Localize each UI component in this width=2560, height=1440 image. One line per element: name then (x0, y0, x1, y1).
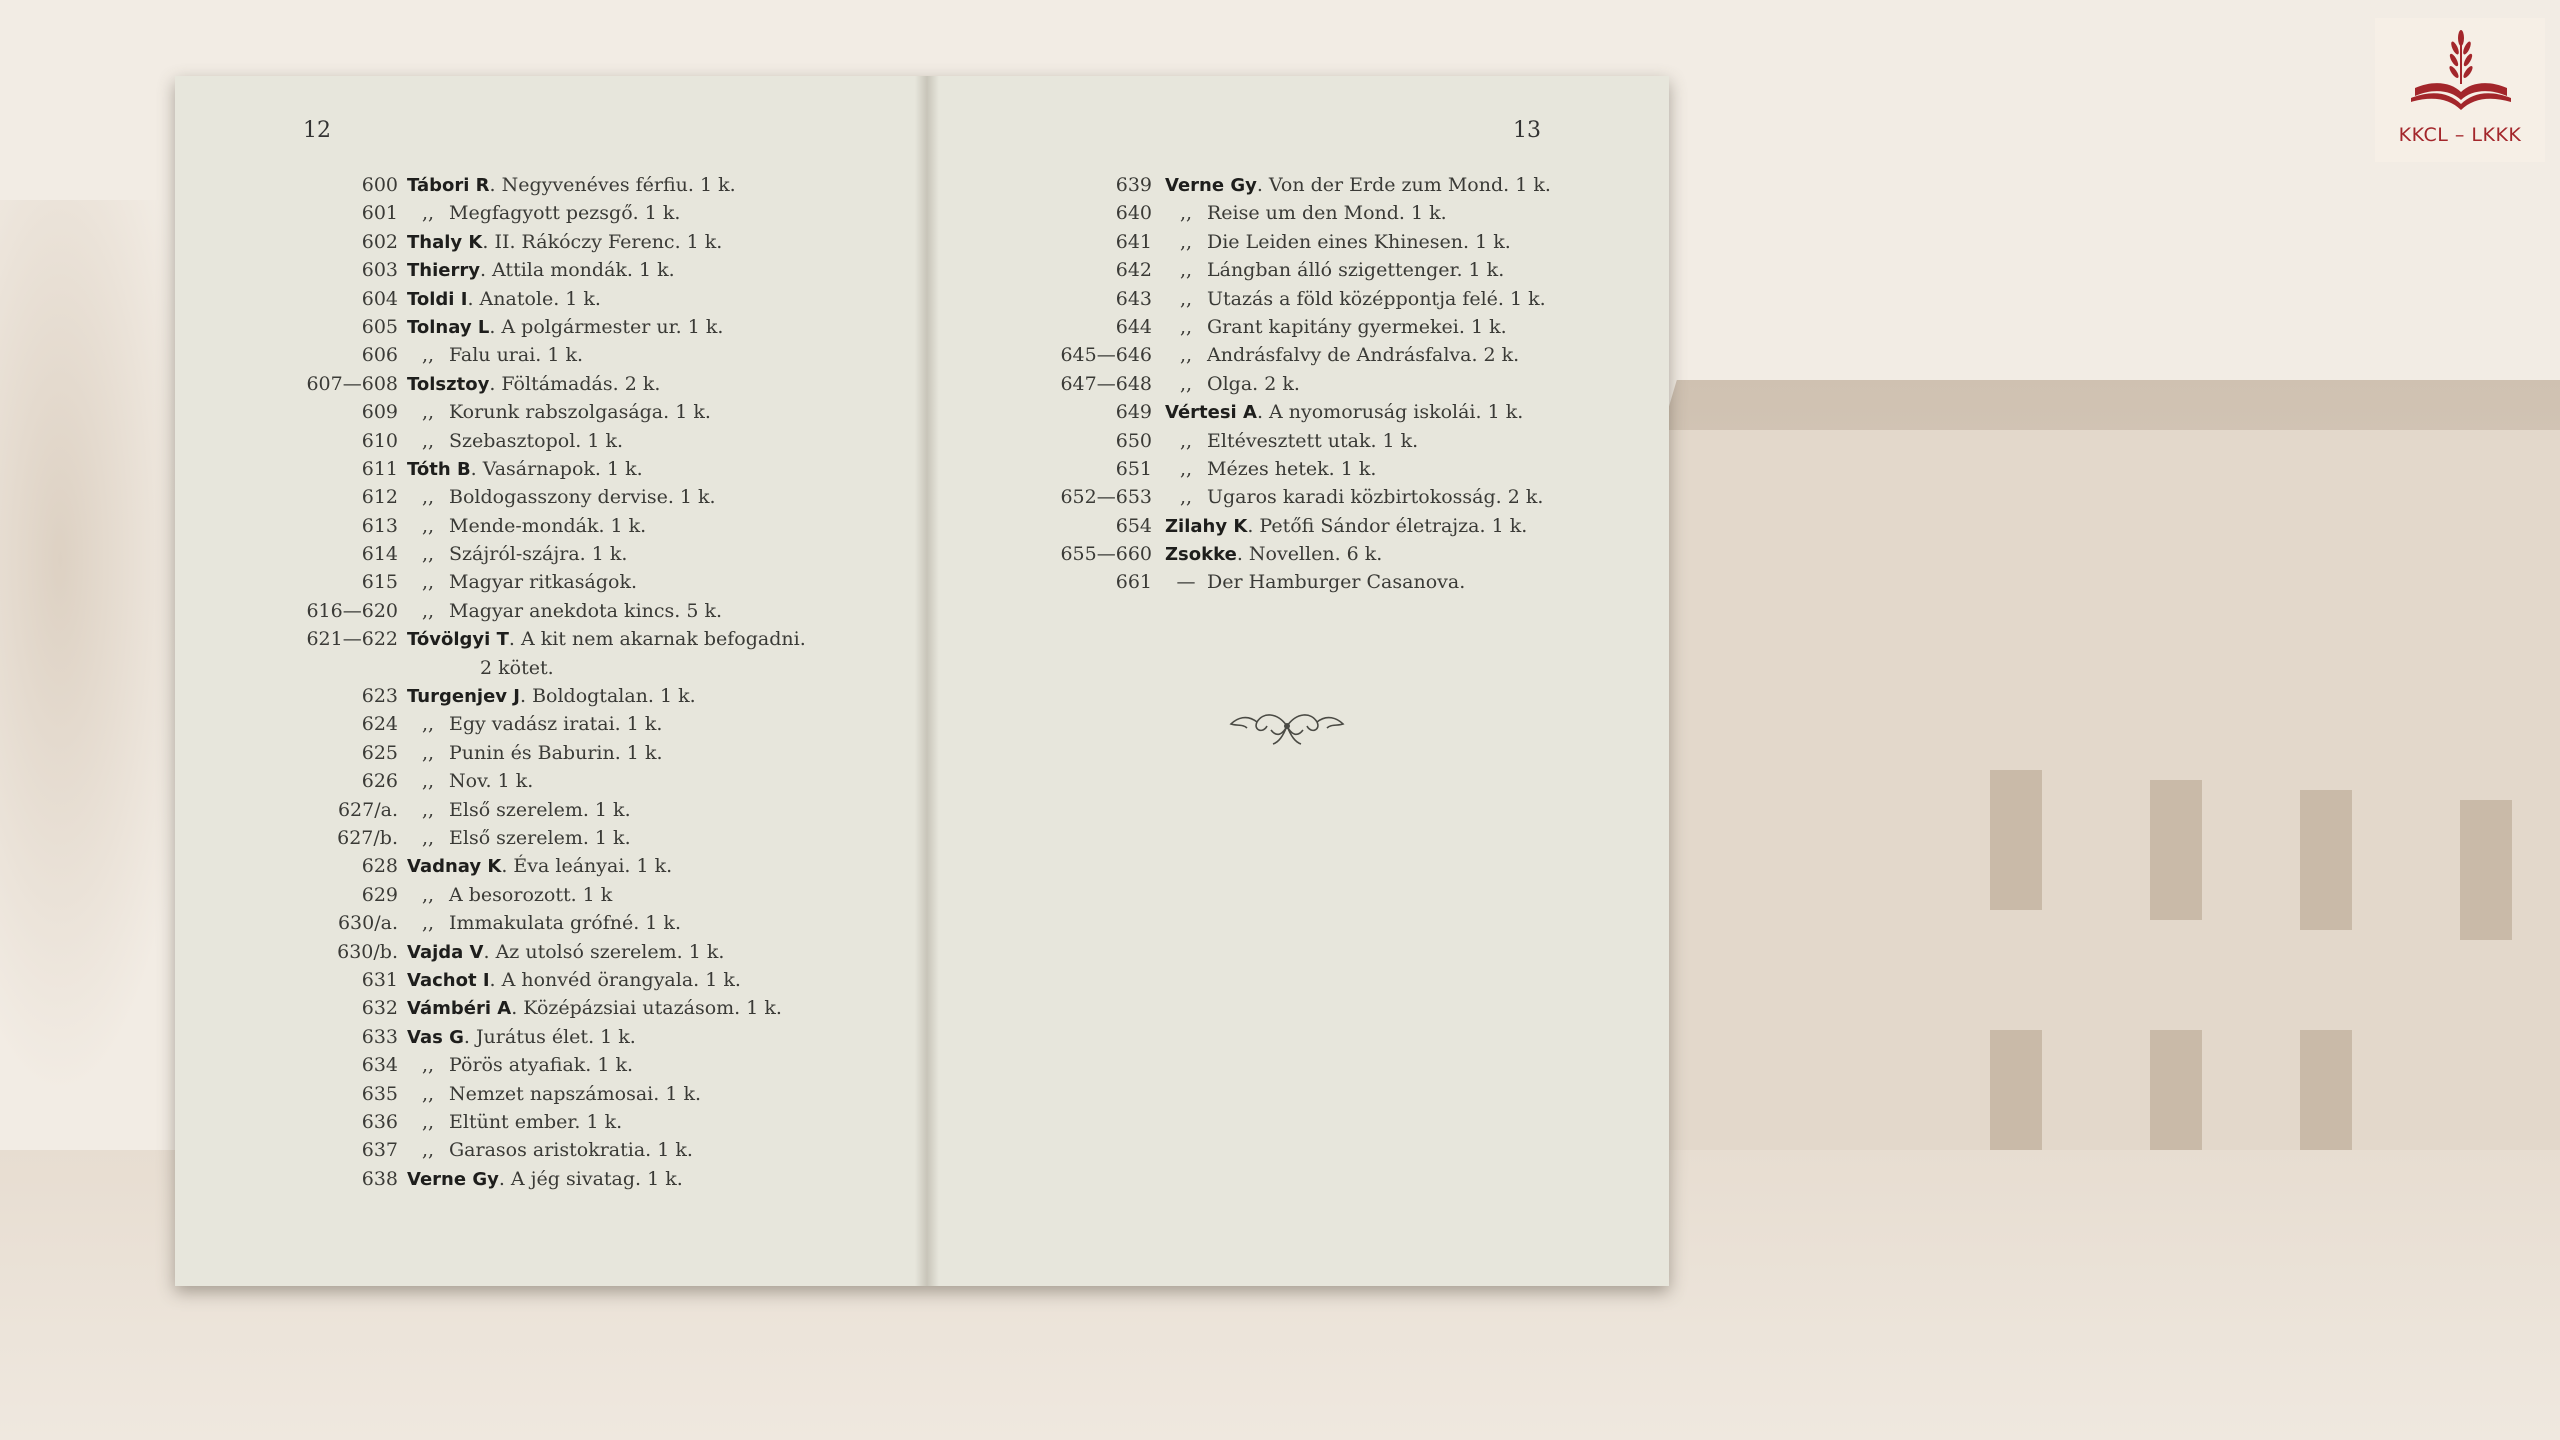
entry-number: 615 (361, 571, 398, 594)
entry-title: Der Hamburger Casanova. (1207, 571, 1466, 594)
entry-text (407, 316, 723, 338)
ditto-mark: ,, (1179, 202, 1193, 225)
entry-text (1165, 401, 1523, 423)
entry-number: 661 (1115, 571, 1152, 594)
entry-title: Immakulata grófné. 1 k. (449, 912, 681, 935)
ditto-mark: ,, (421, 202, 435, 225)
entry-number: 642 (1115, 259, 1152, 282)
entry-title: Ugaros karadi közbirtokosság. 2 k. (1207, 486, 1544, 509)
catalog-entry (175, 969, 927, 997)
catalog-entry (175, 742, 927, 770)
entry-title: Andrásfalvy de Andrásfalva. 2 k. (1207, 344, 1520, 367)
entry-number: 645—646 (1060, 344, 1152, 367)
entry-title: . Az utolsó szerelem. 1 k. (483, 940, 725, 963)
library-logo (2375, 18, 2545, 162)
entry-title: Eltünt ember. 1 k. (449, 1110, 623, 1133)
entry-number: 621—622 (306, 628, 398, 651)
catalog-entry (175, 1168, 927, 1196)
entry-title: Szebasztopol. 1 k. (449, 429, 624, 452)
catalog-entry (175, 231, 927, 259)
entry-title: . A kit nem akarnak befogadni. (508, 628, 806, 651)
entry-title: Nemzet napszámosai. 1 k. (449, 1082, 702, 1105)
entry-text (407, 685, 696, 707)
entry-number: 655—660 (1060, 543, 1152, 566)
ditto-mark: ,, (1179, 344, 1193, 367)
entry-title: Korunk rabszolgasága. 1 k. (449, 401, 711, 424)
entry-number: 609 (361, 401, 398, 424)
entry-number: 613 (361, 514, 398, 537)
catalog-entry (927, 458, 1669, 486)
entry-text (407, 912, 681, 934)
entry-number: 630/a. (337, 912, 398, 935)
entry-number: 629 (361, 883, 398, 906)
entry-text (407, 174, 736, 196)
entry-title: Garasos aristokratia. 1 k. (449, 1139, 693, 1162)
catalog-entry (927, 401, 1669, 429)
ditto-mark: ,, (421, 826, 435, 849)
catalog-entry (175, 430, 927, 458)
entry-number: 636 (361, 1110, 398, 1133)
entry-title: 2 kötet. (480, 656, 554, 679)
entry-author: Thaly K (407, 231, 483, 253)
entry-text (407, 231, 722, 253)
open-book (175, 76, 1669, 1286)
entry-text (1165, 515, 1527, 537)
logo-text: KKCL – LKKK (2398, 124, 2522, 146)
ditto-mark: ,, (421, 543, 435, 566)
catalog-entry (175, 713, 927, 741)
entry-number: 649 (1115, 401, 1152, 424)
entry-number: 626 (361, 770, 398, 793)
entry-author: Turgenjev J (407, 686, 520, 708)
entry-text (407, 770, 533, 792)
catalog-entry (175, 344, 927, 372)
entry-title: Die Leiden eines Khinesen. 1 k. (1207, 230, 1511, 253)
ditto-mark: ,, (421, 1139, 435, 1162)
entry-title: . A polgármester ur. 1 k. (489, 315, 724, 338)
entry-number: 637 (361, 1139, 398, 1162)
catalog-entry (175, 515, 927, 543)
entry-number: 634 (361, 1054, 398, 1077)
entry-text (407, 344, 583, 366)
entry-number: 652—653 (1060, 486, 1152, 509)
entry-text (407, 373, 660, 395)
entry-text (480, 657, 554, 679)
entry-text (407, 1054, 633, 1076)
book-gutter (915, 76, 939, 1286)
catalog-entry (175, 855, 927, 883)
entry-text (407, 713, 662, 735)
entry-number: 635 (361, 1082, 398, 1105)
entry-author: Verne Gy (1165, 175, 1257, 196)
entry-text (407, 941, 724, 963)
ditto-mark: ,, (421, 429, 435, 452)
ditto-mark: ,, (1179, 429, 1193, 452)
entry-text (407, 997, 782, 1019)
catalog-entry (927, 486, 1669, 514)
entry-number: 616—620 (306, 599, 398, 622)
catalog-entry (175, 486, 927, 514)
catalog-entry (175, 458, 927, 486)
entry-title: Olga. 2 k. (1207, 372, 1300, 395)
entry-text (407, 1111, 622, 1133)
ditto-mark: ,, (421, 571, 435, 594)
entry-number: 606 (361, 344, 398, 367)
entry-number: 632 (361, 997, 398, 1020)
ditto-mark: ,, (421, 401, 435, 424)
entry-text (1165, 373, 1300, 395)
entry-author: Verne Gy (407, 1168, 499, 1190)
entry-title: Nov. 1 k. (449, 770, 534, 793)
entry-text (1165, 458, 1376, 480)
entry-text (407, 1139, 693, 1161)
entry-title: Mézes hetek. 1 k. (1207, 457, 1377, 480)
entry-text (407, 799, 631, 821)
entry-title: Utazás a föld középpontja felé. 1 k. (1207, 287, 1546, 310)
catalog-entry (175, 259, 927, 287)
entry-title: . Attila mondák. 1 k. (479, 259, 675, 282)
entry-author: Tábori R (407, 175, 490, 196)
entry-number: 607—608 (306, 372, 398, 395)
catalog-entry (175, 770, 927, 798)
ditto-mark: ,, (421, 486, 435, 509)
page-number: 13 (1513, 118, 1541, 143)
entry-number: 610 (361, 429, 398, 452)
entry-author: Toldi I (407, 288, 468, 310)
entry-title: Falu urai. 1 k. (449, 344, 584, 367)
catalog-entry (175, 600, 927, 628)
catalog-entry (175, 1026, 927, 1054)
catalog-entry (175, 685, 927, 713)
ditto-mark: ,, (1179, 287, 1193, 310)
catalog-entry (927, 515, 1669, 543)
entry-text (407, 855, 672, 877)
entry-number: 638 (361, 1167, 398, 1190)
entry-text (1165, 430, 1418, 452)
entry-number: 623 (361, 685, 398, 708)
entry-author: Vadnay K (407, 856, 502, 878)
ditto-mark: ,, (421, 514, 435, 537)
catalog-entry (175, 1139, 927, 1167)
catalog-entry (175, 997, 927, 1025)
entry-number: 600 (361, 174, 398, 196)
entry-text (1165, 288, 1546, 310)
catalog-entry (927, 202, 1669, 230)
entry-text (407, 600, 722, 622)
entry-text (1165, 202, 1447, 224)
catalog-entry (175, 628, 927, 656)
catalog-entry (927, 543, 1669, 571)
catalog-entry (927, 571, 1669, 599)
entry-number: 650 (1115, 429, 1152, 452)
left-page (175, 76, 927, 1286)
catalog-entry (175, 373, 927, 401)
entry-title: Mende-mondák. 1 k. (449, 514, 647, 537)
entry-title: A besorozott. 1 k (449, 883, 613, 906)
catalog-entry (175, 1083, 927, 1111)
background-tree (0, 200, 200, 1100)
ditto-mark: ,, (1179, 315, 1193, 338)
entry-title: Egy vadász iratai. 1 k. (449, 713, 663, 736)
catalog-list (927, 174, 1669, 600)
catalog-entry (175, 941, 927, 969)
ditto-mark: ,, (421, 1110, 435, 1133)
entry-author: Tóth B (407, 458, 471, 480)
entry-author: Zsokke (1165, 544, 1237, 566)
ditto-mark: ,, (1179, 372, 1193, 395)
entry-author: Tolnay L (407, 316, 490, 338)
entry-number: 633 (361, 1025, 398, 1048)
ditto-mark: ,, (421, 741, 435, 764)
entry-title: Pörös atyafiak. 1 k. (449, 1054, 634, 1077)
entry-title: Boldogasszony dervise. 1 k. (449, 486, 716, 509)
entry-title: . Föltámadás. 2 k. (489, 372, 661, 395)
catalog-entry (927, 231, 1669, 259)
entry-author: Vajda V (407, 941, 484, 963)
catalog-entry (175, 912, 927, 940)
entry-text (1165, 571, 1465, 593)
entry-number: 603 (361, 259, 398, 282)
entry-number: 602 (361, 230, 398, 253)
catalog-entry (175, 571, 927, 599)
entry-title: . Boldogtalan. 1 k. (519, 685, 696, 708)
background-window (2460, 800, 2512, 940)
entry-number: 611 (361, 457, 398, 480)
entry-author: Tolsztoy (407, 373, 490, 395)
entry-title: . Novellen. 6 k. (1236, 543, 1383, 566)
catalog-entry (175, 657, 927, 685)
ornament-icon (1227, 704, 1347, 748)
entry-text (407, 827, 631, 849)
entry-text (407, 1083, 701, 1105)
entry-author: Vas G (407, 1026, 464, 1048)
entry-title: Első szerelem. 1 k. (449, 826, 631, 849)
entry-text (1165, 486, 1543, 508)
ditto-mark: ,, (1179, 457, 1193, 480)
entry-text (1165, 543, 1382, 565)
ditto-mark: ,, (421, 883, 435, 906)
entry-text (407, 401, 711, 423)
entry-number: 643 (1115, 287, 1152, 310)
entry-title: Magyar ritkaságok. (449, 571, 637, 594)
entry-number: 604 (361, 287, 398, 310)
entry-title: Megfagyott pezsgő. 1 k. (449, 202, 681, 225)
entry-title: . Vasárnapok. 1 k. (470, 457, 643, 480)
entry-text (1165, 231, 1511, 253)
entry-text (407, 515, 646, 537)
entry-text (407, 742, 663, 764)
entry-text (407, 1168, 683, 1190)
entry-author: Vértesi A (1165, 402, 1257, 424)
catalog-entry (175, 827, 927, 855)
background-window (2150, 780, 2202, 920)
entry-text (407, 628, 806, 650)
ditto-mark: ,, (1179, 486, 1193, 509)
entry-title: . Negyvenéves férfiu. 1 k. (489, 174, 736, 196)
entry-author: Vámbéri A (407, 998, 512, 1020)
entry-number: 612 (361, 486, 398, 509)
catalog-entry (175, 1054, 927, 1082)
ditto-mark: ,, (421, 912, 435, 935)
entry-title: . Jurátus élet. 1 k. (463, 1025, 636, 1048)
entry-text (1165, 259, 1504, 281)
entry-number: 605 (361, 315, 398, 338)
background-window (2150, 1030, 2202, 1170)
entry-text (1165, 174, 1551, 196)
entry-author: Vachot I (407, 969, 490, 991)
ditto-mark: ,, (421, 713, 435, 736)
catalog-entry (927, 288, 1669, 316)
catalog-entry (927, 174, 1669, 202)
background-window (1990, 770, 2042, 910)
ditto-mark: ,, (421, 770, 435, 793)
catalog-entry (927, 316, 1669, 344)
entry-number: 630/b. (337, 940, 398, 963)
entry-title: . A honvéd örangyala. 1 k. (489, 968, 741, 991)
entry-number: 614 (361, 543, 398, 566)
catalog-entry (175, 1111, 927, 1139)
entry-author: Zilahy K (1165, 515, 1248, 537)
entry-number: 625 (361, 741, 398, 764)
entry-text (407, 259, 675, 281)
entry-title: Lángban álló szigettenger. 1 k. (1207, 259, 1505, 282)
entry-text (407, 571, 637, 593)
ditto-mark: ,, (421, 1082, 435, 1105)
entry-title: . Éva leányai. 1 k. (501, 855, 673, 878)
entry-number: 627/a. (337, 798, 398, 821)
entry-title: Szájról-szájra. 1 k. (449, 543, 628, 566)
entry-number: 651 (1115, 457, 1152, 480)
entry-author: Tóvölgyi T (407, 629, 509, 651)
book-wheat-logo-icon (2405, 26, 2515, 126)
entry-title: Első szerelem. 1 k. (449, 798, 631, 821)
entry-title: Magyar anekdota kincs. 5 k. (449, 599, 723, 622)
entry-number: 640 (1115, 202, 1152, 225)
entry-text (407, 458, 643, 480)
catalog-entry (927, 344, 1669, 372)
entry-number: 644 (1115, 315, 1152, 338)
ditto-mark: ,, (1179, 259, 1193, 282)
entry-title: . Von der Erde zum Mond. 1 k. (1256, 174, 1551, 196)
catalog-entry (175, 174, 927, 202)
entry-text (407, 1026, 636, 1048)
ditto-mark: ,, (421, 344, 435, 367)
entry-title: Eltévesztett utak. 1 k. (1207, 429, 1419, 452)
entry-number: 628 (361, 855, 398, 878)
catalog-entry (175, 884, 927, 912)
entry-text (407, 288, 601, 310)
catalog-entry (175, 316, 927, 344)
entry-text (407, 884, 612, 906)
background-window (2300, 790, 2352, 930)
dash-mark: — (1176, 571, 1196, 594)
catalog-entry (175, 288, 927, 316)
background-building (1620, 430, 2560, 1190)
entry-number: 654 (1115, 514, 1152, 537)
background-window (1990, 1030, 2042, 1170)
entry-text (1165, 316, 1507, 338)
entry-text (407, 430, 623, 452)
ditto-mark: ,, (1179, 230, 1193, 253)
entry-number: 641 (1115, 230, 1152, 253)
entry-number: 647—648 (1060, 372, 1152, 395)
entry-number: 631 (361, 968, 398, 991)
entry-title: . A jég sivatag. 1 k. (498, 1167, 683, 1190)
entry-title: Grant kapitány gyermekei. 1 k. (1207, 315, 1507, 338)
catalog-entry (175, 401, 927, 429)
ditto-mark: ,, (421, 798, 435, 821)
entry-title: . II. Rákóczy Ferenc. 1 k. (482, 230, 723, 253)
page-number: 12 (303, 118, 331, 143)
entry-text (1165, 344, 1519, 366)
entry-text (407, 969, 741, 991)
entry-title: . Anatole. 1 k. (467, 287, 601, 310)
entry-number: 639 (1115, 174, 1152, 196)
entry-author: Thierry (407, 260, 480, 282)
catalog-entry (927, 430, 1669, 458)
entry-title: Punin és Baburin. 1 k. (449, 741, 663, 764)
entry-text (407, 543, 627, 565)
background-window (2300, 1030, 2352, 1170)
entry-text (407, 486, 716, 508)
entry-number: 627/b. (337, 826, 398, 849)
catalog-list (175, 174, 927, 1196)
catalog-entry (175, 202, 927, 230)
entry-title: . Petőfi Sándor életrajza. 1 k. (1247, 514, 1528, 537)
entry-text (407, 202, 680, 224)
entry-title: . Középázsiai utazásom. 1 k. (511, 997, 782, 1020)
ditto-mark: ,, (421, 599, 435, 622)
catalog-entry (175, 799, 927, 827)
ditto-mark: ,, (421, 1054, 435, 1077)
entry-number: 601 (361, 202, 398, 225)
entry-title: Reise um den Mond. 1 k. (1207, 202, 1447, 225)
catalog-entry (175, 543, 927, 571)
catalog-entry (927, 373, 1669, 401)
right-page (927, 76, 1669, 1286)
entry-number: 624 (361, 713, 398, 736)
entry-title: . A nyomoruság iskolái. 1 k. (1256, 401, 1524, 424)
catalog-entry (927, 259, 1669, 287)
